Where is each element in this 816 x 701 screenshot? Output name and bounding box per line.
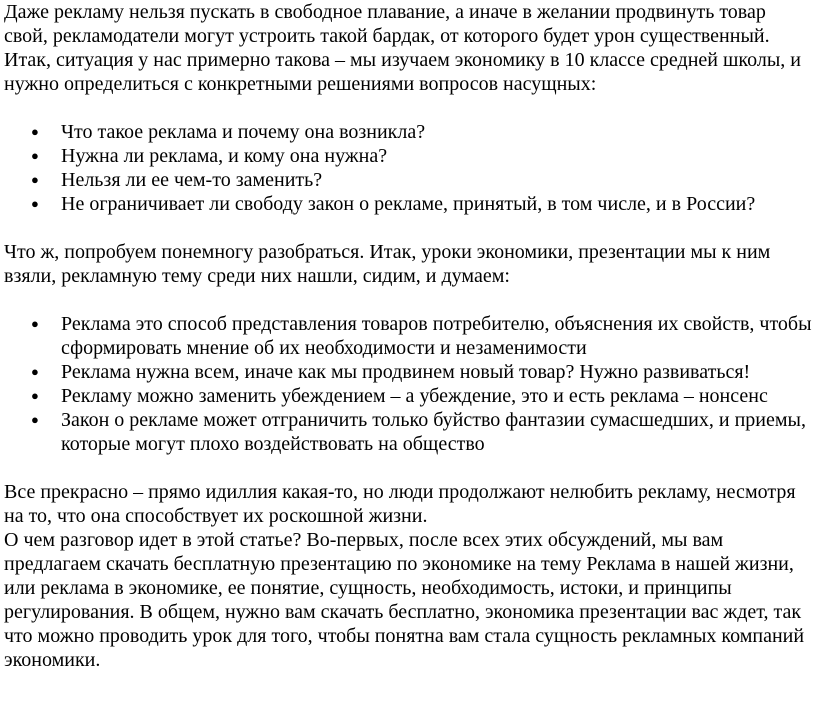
- paragraph-spacer: [4, 216, 812, 240]
- bullet-icon: ●: [31, 148, 39, 163]
- list-item-text: Нужна ли реклама, и кому она нужна?: [61, 145, 388, 167]
- list-item-text: Реклама нужна всем, иначе как мы продвинем новый товар? Нужно развиваться!: [61, 361, 751, 383]
- list-item-text: Реклама это способ представления товаров потребителю, объяснения их свойств, чтобы сформировать мнение об их необходимости и незаменимости: [61, 313, 812, 359]
- list-item-text: Нельзя ли ее чем-то заменить?: [61, 169, 323, 191]
- list-item-text: Рекламу можно заменить убеждением – а убеждение, это и есть реклама – нонсенс: [61, 385, 768, 407]
- paragraph-spacer: [4, 96, 812, 120]
- bullet-icon: ●: [31, 364, 39, 379]
- list-item: [4, 120, 812, 144]
- bullet-icon: ●: [31, 412, 39, 427]
- list-item: [4, 384, 812, 408]
- list-item: [4, 408, 812, 456]
- intro-paragraph: Даже рекламу нельзя пускать в свободное плавание, а иначе в желании продвинуть товар свой, рекламодатели могут устроить такой бардак, от которого будет урон существенный. Итак, ситуация у нас примерно такова – мы изучаем экономику в 10 классе средней школы, и нужно определиться с конкретными решениями вопросов насущных:: [4, 1, 801, 95]
- middle-paragraph: Что ж, попробуем понемногу разобраться. Итак, уроки экономики, презентации мы к ним взяли, рекламную тему среди них нашли, сидим, и думаем:: [4, 241, 771, 287]
- list-item: [4, 360, 812, 384]
- paragraph-spacer: [4, 456, 812, 480]
- closing-paragraph-2: О чем разговор идет в этой статье? Во-первых, после всех этих обсуждений, мы вам предлагаем скачать бесплатную презентацию по экономике на тему Реклама в нашей жизни, или реклама в экономике, ее понятие, сущность, необходимость, истоки, и принципы регулирования. В общем, нужно вам скачать бесплатно, экономика презентации вас ждет, так что можно проводить урок для того, чтобы понятна вам стала сущность рекламных компаний экономики.: [4, 529, 805, 671]
- questions-list: [4, 120, 812, 216]
- list-item-text: Не ограничивает ли свободу закон о рекламе, принятый, в том числе, и в России?: [61, 193, 756, 215]
- list-item: [4, 144, 812, 168]
- list-item-text: Что такое реклама и почему она возникла?: [61, 121, 426, 143]
- paragraph-spacer: [4, 288, 812, 312]
- bullet-icon: ●: [31, 124, 39, 139]
- list-item: [4, 168, 812, 192]
- closing-paragraph-1: Все прекрасно – прямо идиллия какая-то, но люди продолжают нелюбить рекламу, несмотря на то, что она способствует их роскошной жизни.: [4, 481, 796, 527]
- list-item: [4, 312, 812, 360]
- document-body: [4, 0, 812, 672]
- bullet-icon: ●: [31, 172, 39, 187]
- bullet-icon: ●: [31, 196, 39, 211]
- bullet-icon: ●: [31, 316, 39, 331]
- answers-list: [4, 312, 812, 456]
- list-item-text: Закон о рекламе может отграничить только буйство фантазии сумасшедших, и приемы, которые могут плохо воздействовать на общество: [61, 409, 806, 455]
- list-item: [4, 192, 812, 216]
- bullet-icon: ●: [31, 388, 39, 403]
